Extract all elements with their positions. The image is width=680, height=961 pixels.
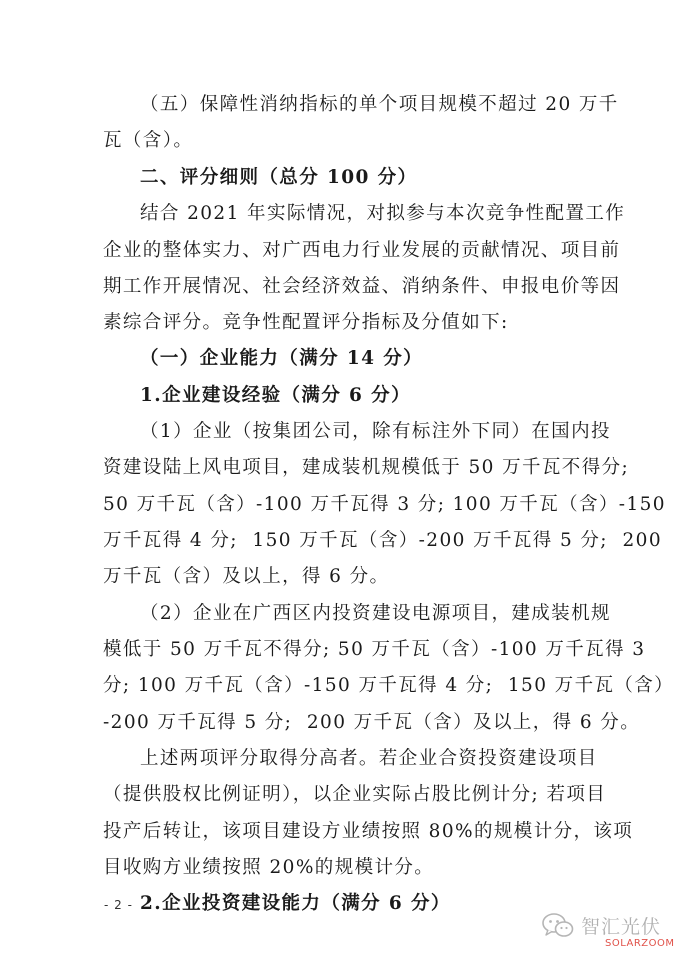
paragraph-line-5: 企业的整体实力、对广西电力行业发展的贡献情况、项目前 bbox=[103, 240, 621, 261]
paragraph-line-2: 瓦（含）。 bbox=[103, 130, 194, 151]
paragraph-line-6: 期工作开展情况、社会经济效益、消纳条件、申报电价等因 bbox=[103, 276, 621, 297]
paragraph-line-11: 资建设陆上风电项目，建成装机规模低于 50 万千瓦不得分; bbox=[103, 457, 630, 478]
paragraph-line-15: （2）企业在广西区内投资建设电源项目，建成装机规 bbox=[140, 603, 611, 624]
watermark-text: 智汇光伏 bbox=[581, 916, 662, 938]
section-heading: 二、评分细则（总分 100 分） bbox=[140, 167, 418, 188]
paragraph-line-12: 50 万千瓦（含）-100 万千瓦得 3 分; 100 万千瓦（含）-150 bbox=[103, 494, 666, 515]
subsection-heading: （一）企业能力（满分 14 分） bbox=[140, 348, 424, 369]
paragraph-line-16: 模低于 50 万千瓦不得分; 50 万千瓦（含）-100 万千瓦得 3 bbox=[103, 639, 646, 660]
item-heading-1: 1.企业建设经验（满分 6 分） bbox=[140, 385, 411, 406]
wechat-icon bbox=[541, 911, 575, 941]
paragraph-line-4: 结合 2021 年实际情况，对拟参与本次竞争性配置工作 bbox=[140, 203, 626, 224]
paragraph-line-21: 投产后转让，该项目建设方业绩按照 80%的规模计分，该项 bbox=[103, 821, 634, 842]
paragraph-line-13: 万千瓦得 4 分; 150 万千瓦（含）-200 万千瓦得 5 分; 200 bbox=[103, 530, 662, 551]
paragraph-line-18: -200 万千瓦得 5 分; 200 万千瓦（含）及以上，得 6 分。 bbox=[103, 712, 641, 733]
paragraph-line-20: （提供股权比例证明），以企业实际占股比例计分; 若项目 bbox=[103, 784, 607, 805]
paragraph-line-22: 目收购方业绩按照 20%的规模计分。 bbox=[103, 857, 435, 878]
paragraph-line-10: （1）企业（按集团公司，除有标注外下同）在国内投 bbox=[140, 421, 611, 442]
paragraph-line-14: 万千瓦（含）及以上，得 6 分。 bbox=[103, 566, 390, 587]
paragraph-line-1: （五）保障性消纳指标的单个项目规模不超过 20 万千 bbox=[140, 94, 619, 115]
paragraph-line-19: 上述两项评分取得分高者。若企业合资投资建设项目 bbox=[140, 748, 598, 769]
item-heading-2: 2.企业投资建设能力（满分 6 分） bbox=[140, 893, 451, 914]
paragraph-line-17: 分; 100 万千瓦（含）-150 万千瓦得 4 分; 150 万千瓦（含） bbox=[103, 675, 675, 696]
paragraph-line-7: 素综合评分。竞争性配置评分指标及分值如下: bbox=[103, 312, 509, 333]
watermark bbox=[541, 911, 676, 951]
watermark-sub-text: SOLARZOOM bbox=[605, 938, 675, 949]
page-number: - 2 - bbox=[104, 898, 133, 912]
